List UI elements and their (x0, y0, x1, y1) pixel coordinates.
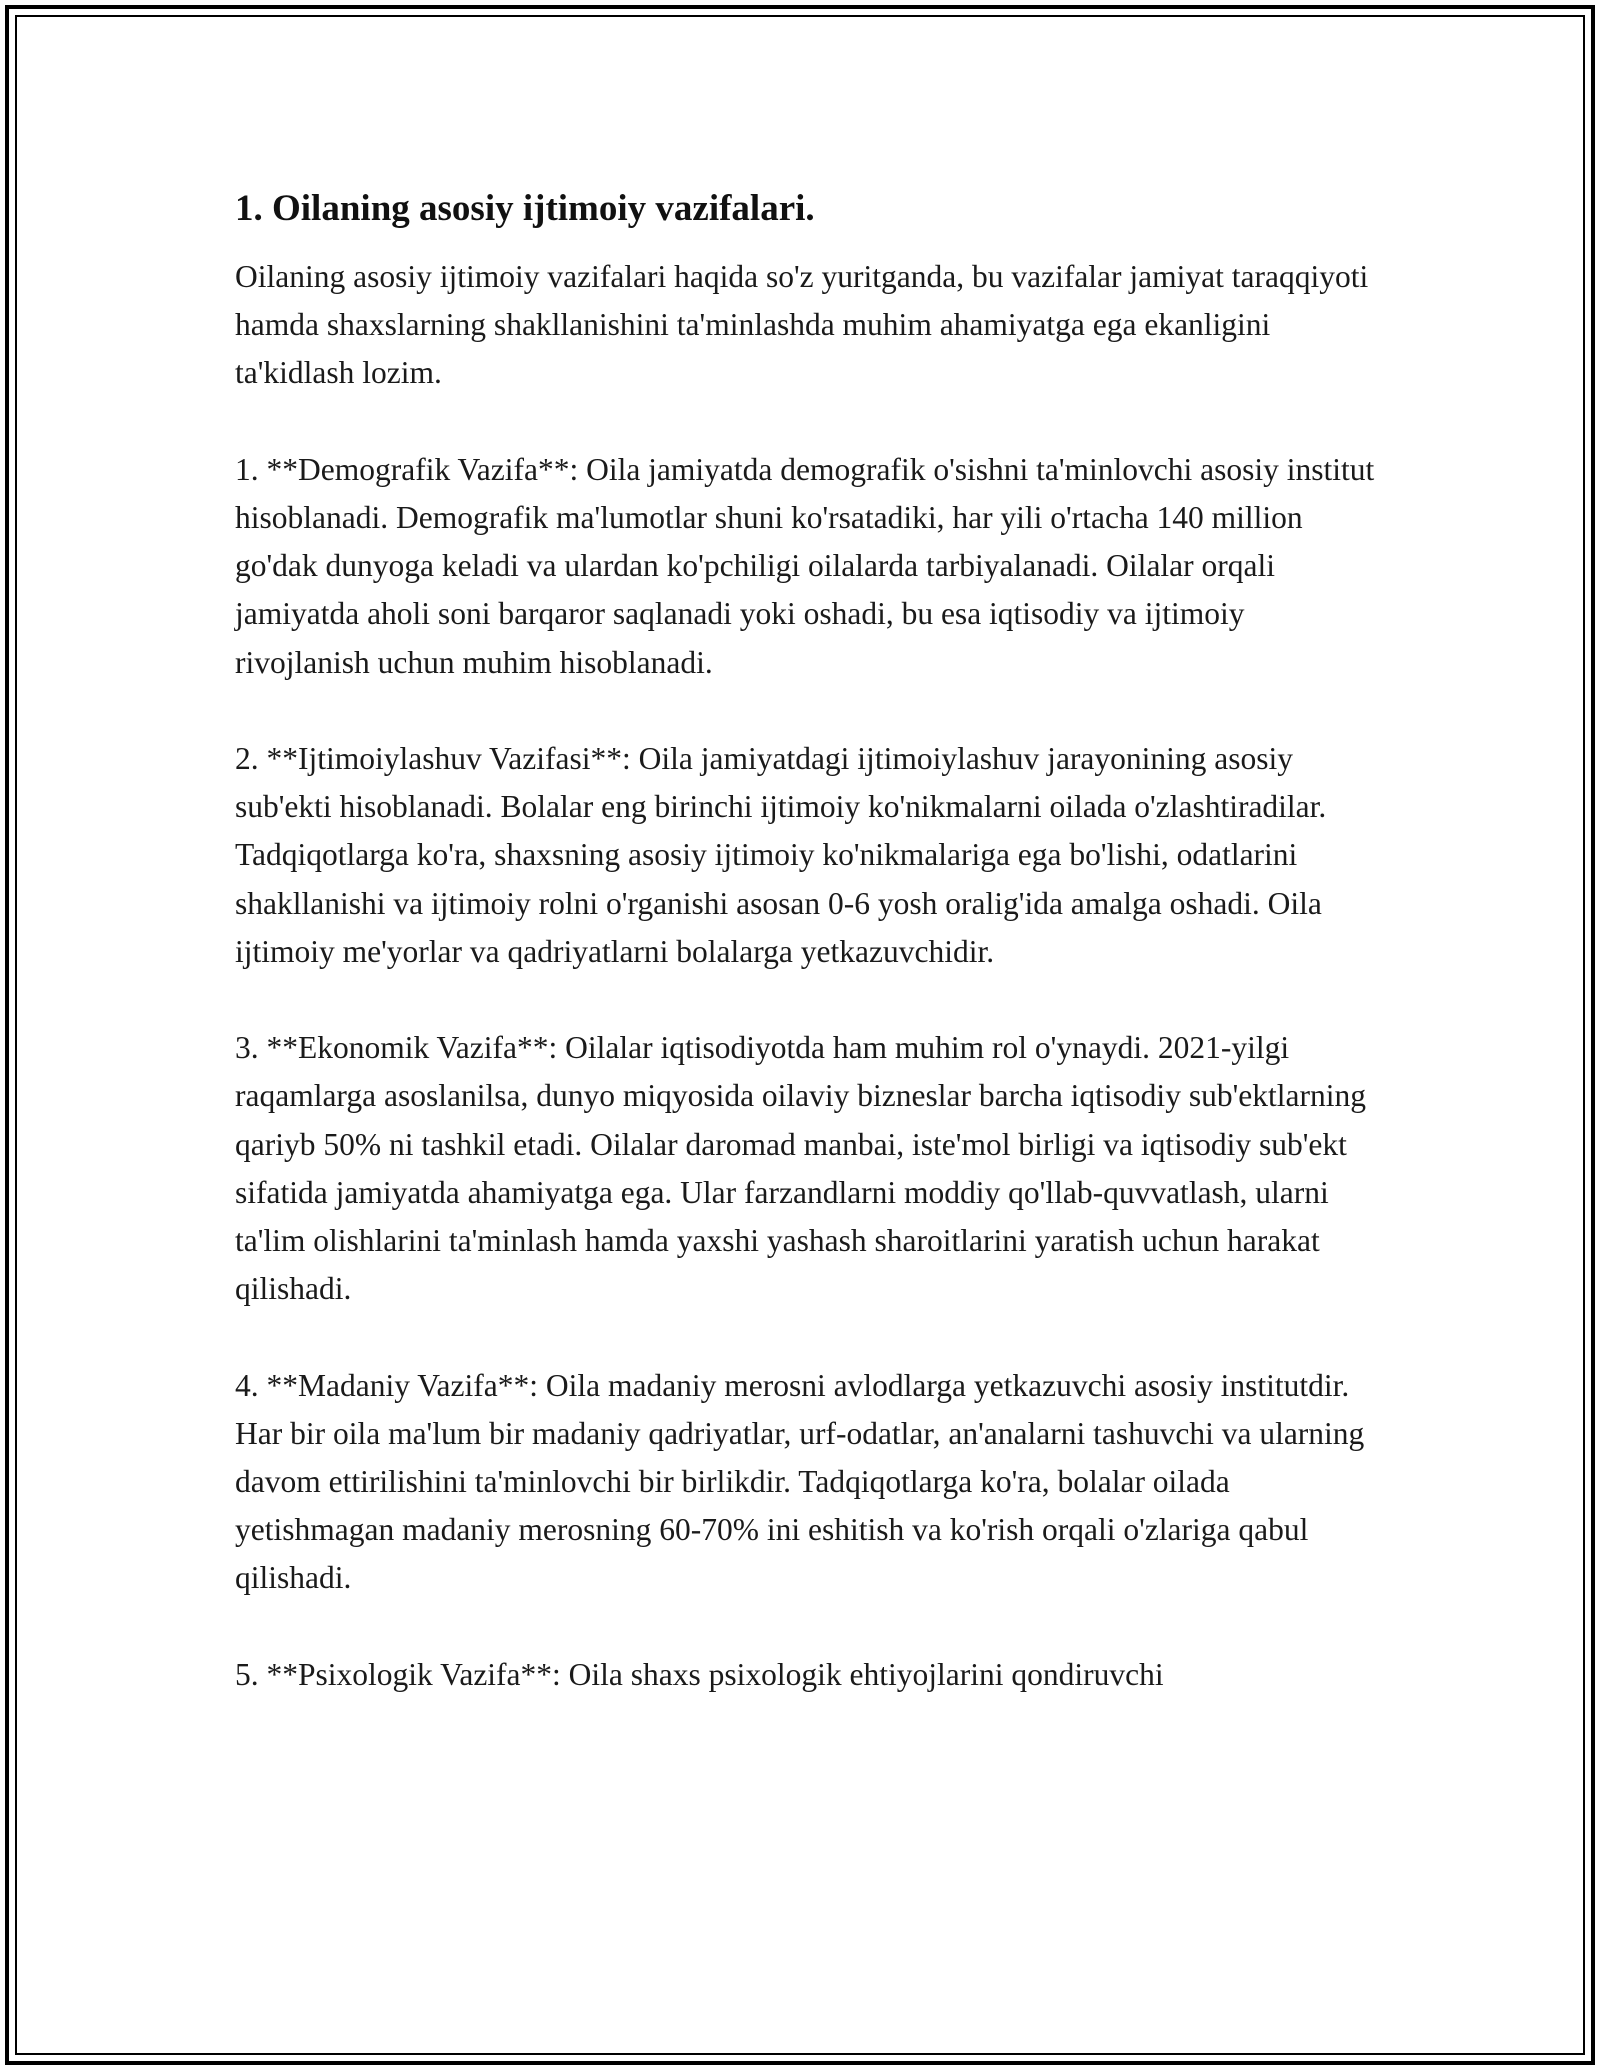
document-body (235, 185, 1385, 1699)
demographic-function-paragraph: 1. **Demografik Vazifa**: Oila jamiyatda demografik o'sishni ta'minlovchi asosiy institut hisoblanadi. Demografik ma'lumotlar shuni ko'rsatadiki, har yili o'rtacha 140 million go'dak dunyoga keladi va ulardan ko'pchiligi oilalarda tarbiyalanadi. Oilalar orqali jamiyatda aholi soni barqaror saqlanadi yoki oshadi, bu esa iqtisodiy va ijtimoiy rivojlanish uchun muhim hisoblanadi. (235, 451, 1375, 680)
document-heading: 1. Oilaning asosiy ijtimoiy vazifalari. (235, 188, 815, 229)
socialization-function-paragraph: 2. **Ijtimoiylashuv Vazifasi**: Oila jamiyatdagi ijtimoiylashuv jarayonining asosiy sub'ekti hisoblanadi. Bolalar eng birinchi ijtimoiy ko'nikmalarni oilada o'zlashtiradilar. Tadqiqotlarga ko'ra, shaxsning asosiy ijtimoiy ko'nikmalariga ega bo'lishi, odatlarini shakllanishi va ijtimoiy rolni o'rganishi asosan 0-6 yosh oralig'ida amalga oshadi. Oila ijtimoiy me'yorlar va qadriyatlarni bolalarga yetkazuvchidir. (235, 741, 1327, 969)
psychological-function-paragraph: 5. **Psixologik Vazifa**: Oila shaxs psixologik ehtiyojlarini qondiruvchi (235, 1656, 1164, 1692)
cultural-function-paragraph: 4. **Madaniy Vazifa**: Oila madaniy merosni avlodlarga yetkazuvchi asosiy institutdir. Har bir oila ma'lum bir madaniy qadriyatlar, urf-odatlar, an'analarni tashuvchi va ularning davom ettirilishini ta'minlovchi bir birlikdir. Tadqiqotlarga ko'ra, bolalar oilada yetishmagan madaniy merosning 60-70% ini eshitish va ko'rish orqali o'zlariga qabul qilishadi. (235, 1367, 1365, 1596)
intro-paragraph: Oilaning asosiy ijtimoiy vazifalari haqida so'z yuritganda, bu vazifalar jamiyat taraqqiyoti hamda shaxslarning shakllanishini ta'minlashda muhim ahamiyatga ega ekanligini ta'kidlash lozim. (235, 259, 1369, 391)
economic-function-paragraph: 3. **Ekonomik Vazifa**: Oilalar iqtisodiyotda ham muhim rol o'ynaydi. 2021-yilgi raqamlarga asoslanilsa, dunyo miqyosida oilaviy bizneslar barcha iqtisodiy sub'ektlarning qariyb 50% ni tashkil etadi. Oilalar daromad manbai, iste'mol birligi va iqtisodiy sub'ekt sifatida jamiyatda ahamiyatga ega. Ular farzandlarni moddiy qo'llab-quvvatlash, ularni ta'lim olishlarini ta'minlash hamda yaxshi yashash sharoitlarini yaratish uchun harakat qilishadi. (235, 1030, 1366, 1307)
